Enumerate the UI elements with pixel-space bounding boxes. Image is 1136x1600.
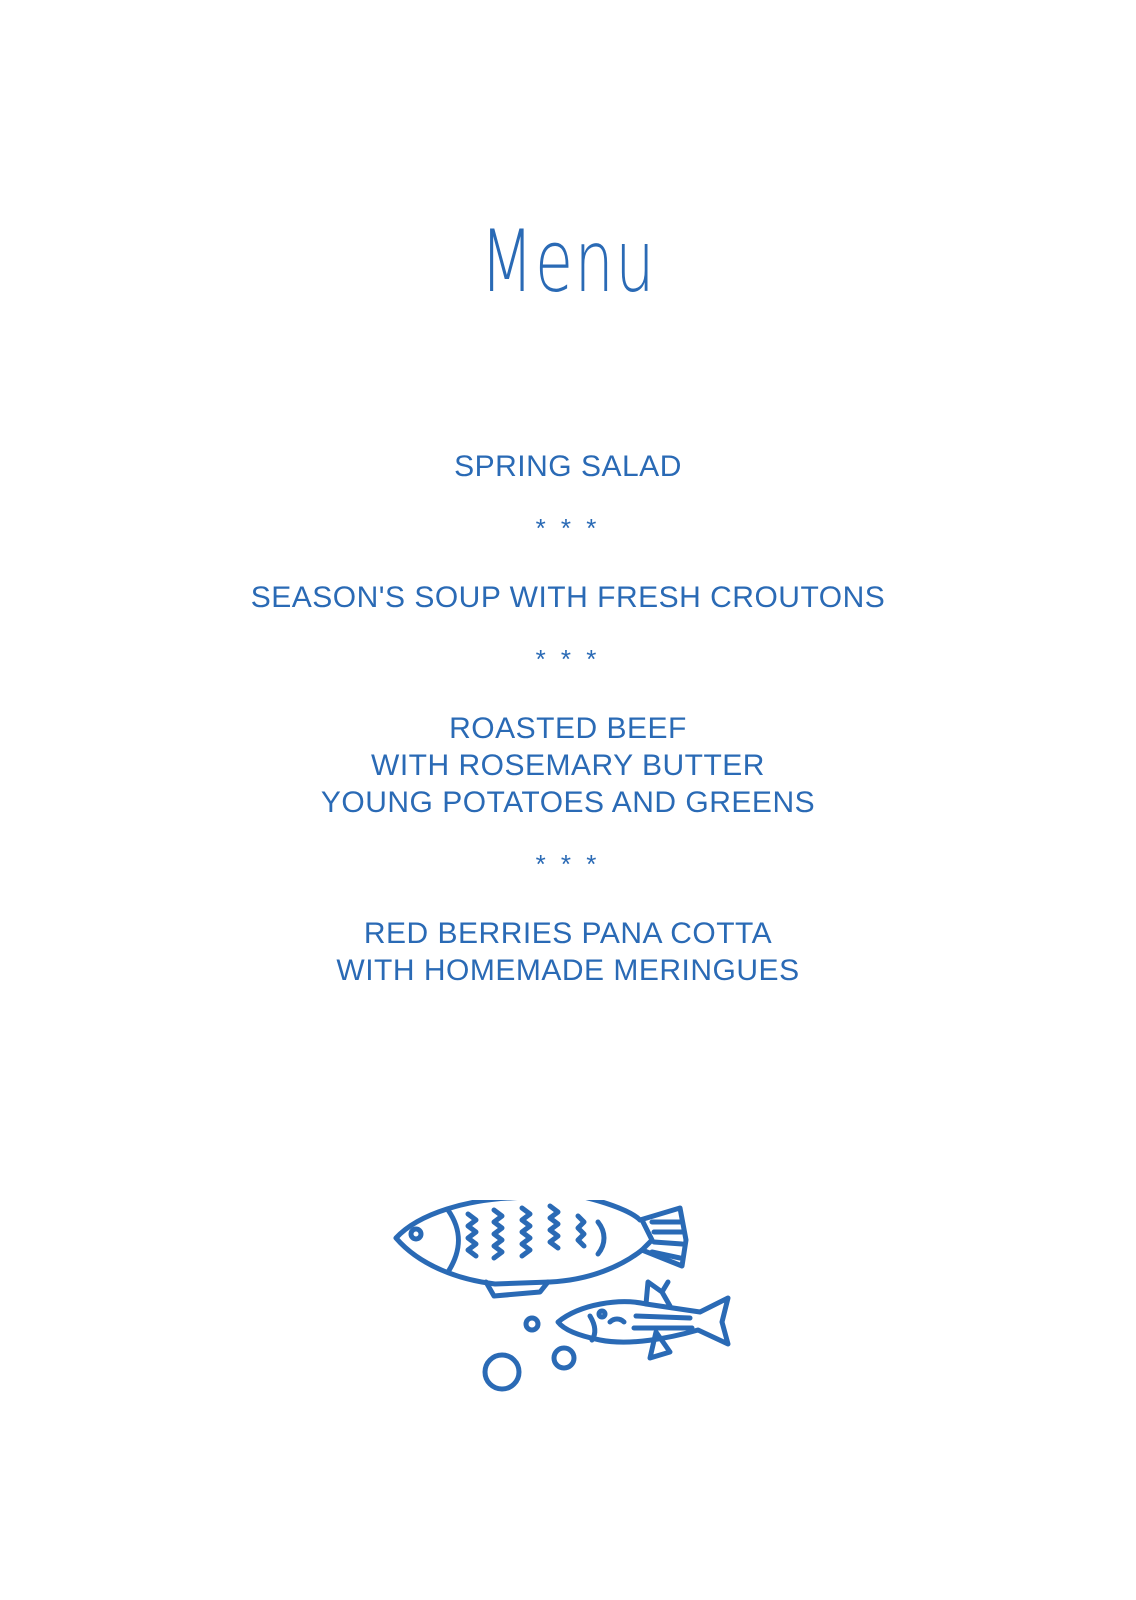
bubbles-icon	[485, 1318, 574, 1389]
course-line: ROASTED BEEF	[449, 712, 687, 745]
course-dessert	[0, 915, 1136, 989]
menu-list	[0, 448, 1136, 989]
small-fish-icon	[558, 1282, 728, 1358]
course-main	[0, 710, 1136, 821]
fish-illustration-icon	[390, 1200, 750, 1430]
course-line: RED BERRIES PANA COTTA	[363, 917, 773, 950]
course-line: WITH ROSEMARY BUTTER	[371, 749, 765, 782]
course-line: WITH HOMEMADE MERINGUES	[336, 954, 800, 987]
course-separator: * * *	[535, 849, 601, 879]
big-fish-icon	[396, 1200, 686, 1296]
menu-title: Menu	[480, 212, 656, 312]
course-starter	[0, 448, 1136, 485]
course-soup	[0, 579, 1136, 616]
course-line: SPRING SALAD	[454, 450, 682, 483]
course-line: YOUNG POTATOES AND GREENS	[320, 786, 816, 819]
course-line: SEASON'S SOUP WITH FRESH CROUTONS	[250, 581, 886, 614]
course-separator: * * *	[535, 644, 601, 674]
course-separator: * * *	[535, 513, 601, 543]
